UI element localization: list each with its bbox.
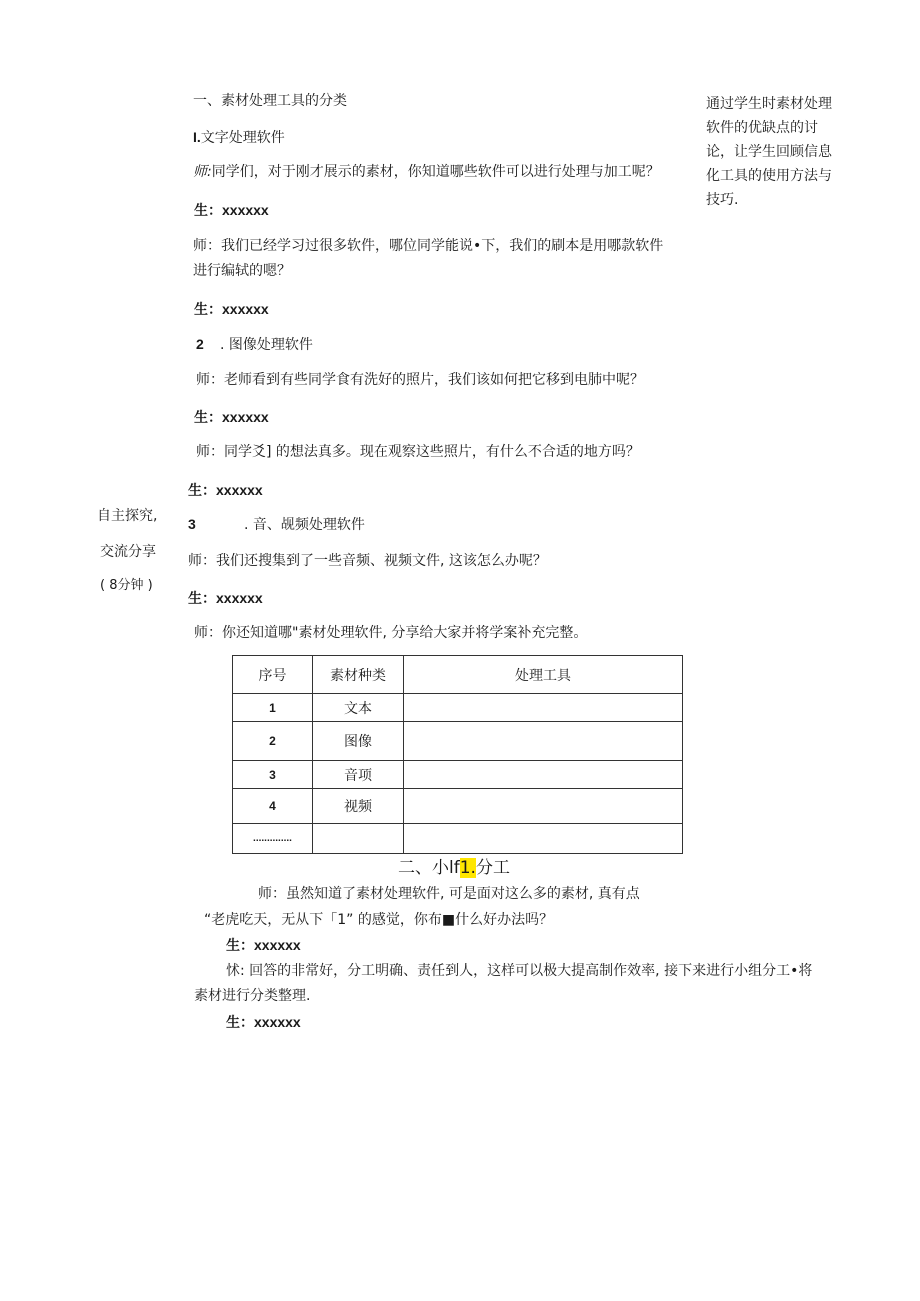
left-label-line3: ( 8分钟 ) xyxy=(100,578,153,593)
teacher-text: 同学们，对于刚才展示的素材，你知道哪些软件可以进行处理与加工呢？ xyxy=(211,164,660,180)
row-tool xyxy=(404,694,683,722)
student-line-1: 生：xxxxxx xyxy=(194,202,269,218)
student-line-5: 生：xxxxxx xyxy=(188,590,263,606)
item3-label: . 音、觇频处理软件 xyxy=(244,517,365,533)
item1-label: 文字处理软件 xyxy=(200,130,285,146)
item2-label: . 图像处理软件 xyxy=(220,337,313,353)
teacher-line-5: 师：我们还搜集到了一些音频、视频文件, 这该怎么办呢？ xyxy=(188,553,547,569)
section2-student-line-1: 生：xxxxxx xyxy=(226,937,301,953)
section2-title-highlight: 1. xyxy=(459,858,476,878)
item3-heading xyxy=(188,515,365,534)
table-header-row xyxy=(233,656,683,694)
teacher-line-4: 师：同学爻] 的想法真多。现在观察这些照片，有什么不合适的地方吗？ xyxy=(196,444,640,460)
header-material-type: 素材种类 xyxy=(313,656,404,694)
row-number: 1 xyxy=(233,694,313,722)
section2-title-post: 分工 xyxy=(475,858,510,878)
section2-teacher-line-2a: 怵: 回答的非常好，分工明确、责任到人，这样可以极大提高制作效率, 接下来进行小组分工•将 xyxy=(226,963,813,979)
teacher-role: 师: xyxy=(193,164,212,180)
row-type: 音项 xyxy=(313,761,404,789)
teacher-line-1 xyxy=(193,163,660,181)
teacher-line-2a: 师：我们已经学习过很多软件，哪位同学能说•下，我们的刷本是用哪款软件 xyxy=(193,238,664,254)
row-type: 视频 xyxy=(313,789,404,824)
section1-title: 一、素材处理工具的分类 xyxy=(193,93,347,109)
section2-title xyxy=(398,857,510,879)
item1-number: I. xyxy=(193,129,201,145)
table-row xyxy=(233,761,683,789)
header-tool: 处理工具 xyxy=(404,656,683,694)
row-tool xyxy=(404,722,683,761)
section2-teacher-line-2b: 素材进行分类整理. xyxy=(194,988,311,1004)
row-type: 图像 xyxy=(313,722,404,761)
section2-teacher-line-1a: 师：虽然知道了素材处理软件, 可是面对这么多的素材, 真有点 xyxy=(258,886,640,902)
teacher-line-2b: 进行编轼的嗯？ xyxy=(193,263,291,279)
table-row xyxy=(233,722,683,761)
row-tool xyxy=(404,761,683,789)
row-number: 2 xyxy=(233,722,313,761)
table-row xyxy=(233,789,683,824)
row-number: 3 xyxy=(233,761,313,789)
header-number: 序号 xyxy=(233,656,313,694)
left-label-line1: 自主探究, xyxy=(97,508,158,524)
left-label-line2: 交流分享 xyxy=(100,544,156,560)
row-type xyxy=(313,824,404,854)
row-number: .............. xyxy=(233,824,313,854)
row-tool xyxy=(404,824,683,854)
table-row xyxy=(233,824,683,854)
material-tools-table xyxy=(232,655,683,854)
student-line-4: 生：xxxxxx xyxy=(188,482,263,498)
item3-number: 3 xyxy=(188,516,196,532)
teacher-line-3: 师：老师看到有些同学食有洗好的照片，我们该如何把它移到电肺中呢？ xyxy=(196,372,644,388)
student-line-3: 生：xxxxxx xyxy=(194,409,269,425)
student-line-2: 生：xxxxxx xyxy=(194,301,269,317)
section2-teacher-line-1b: “老虎吃天，无从下「1” 的感觉，你布■什么好办法吗？ xyxy=(204,912,554,928)
item2-number: 2 xyxy=(196,336,204,352)
teacher-line-6: 师：你还知道哪"素材处理软件, 分享给大家并将学案补充完整。 xyxy=(194,625,588,641)
row-type: 文本 xyxy=(313,694,404,722)
section2-title-pre: 二、小lf xyxy=(398,858,460,878)
section2-student-line-2: 生：xxxxxx xyxy=(226,1014,301,1030)
item2-heading xyxy=(196,335,313,354)
row-number: 4 xyxy=(233,789,313,824)
teaching-intent-note: 通过学生时素材处理软件的优缺点的讨论，让学生回顾信息化工具的使用方法与技巧. xyxy=(706,96,832,208)
row-tool xyxy=(404,789,683,824)
table-row xyxy=(233,694,683,722)
item1-heading xyxy=(193,128,285,147)
